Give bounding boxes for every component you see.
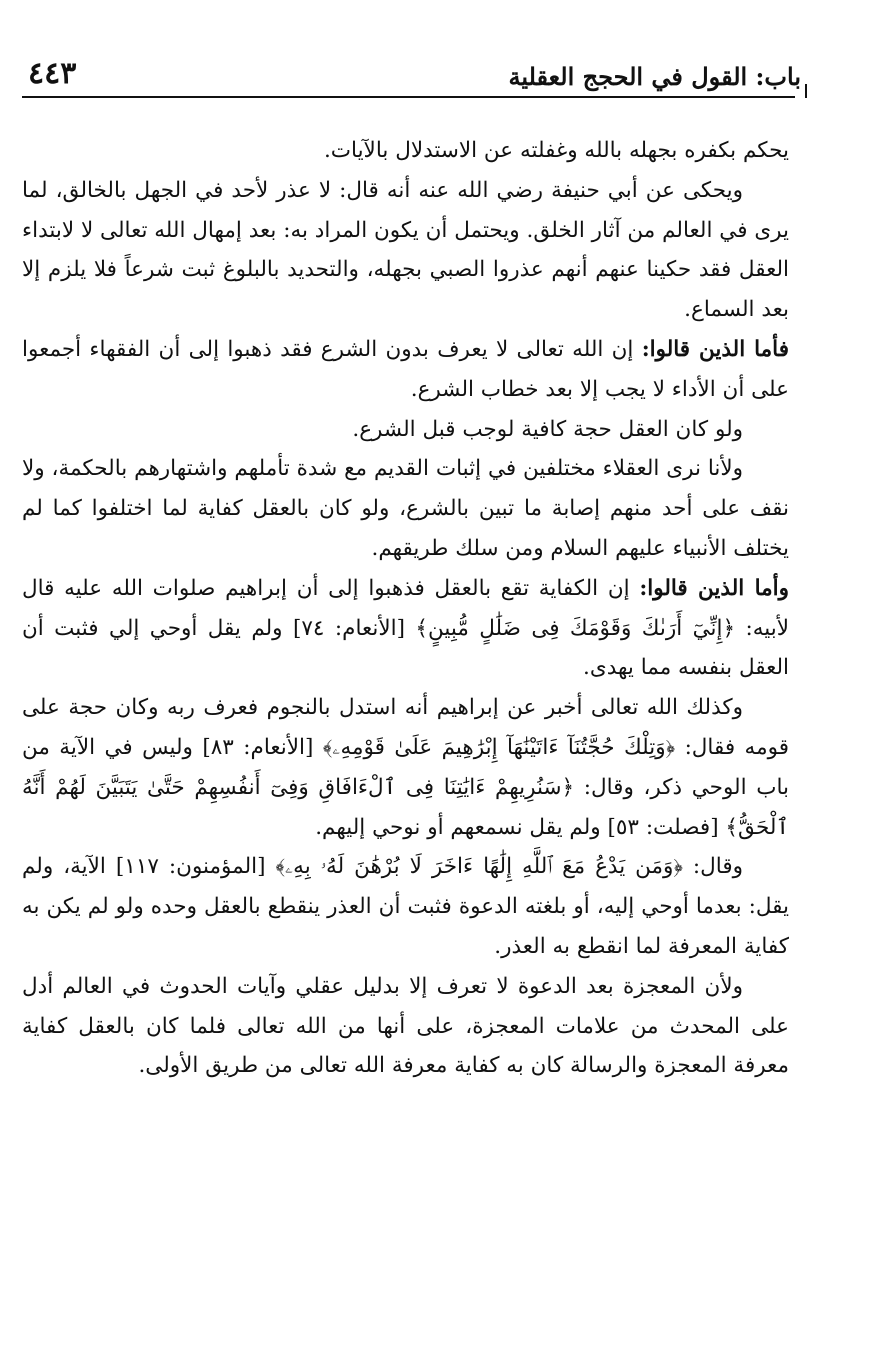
paragraph-text: ويحكى عن أبي حنيفة رضي الله عنه أنه قال: لا عذر لأحد في الجهل بالخالق، لما يرى في العالم من آثار الخلق. ويحتمل أن يكون المراد به: بعد إمهال الله تعالى لا لابتداء العقل فقد حكينا عنهم أنهم عذروا الصبي بجهله، والتحديد بالبلوغ ثبت شرعاً فلا يلزم إلا بعد السماع. bbox=[22, 177, 789, 323]
paragraph-text: ولأنا نرى العقلاء مختلفين في إثبات القديم مع شدة تأملهم واشتهارهم بالحكمة، ولا نقف على أحد منهم إصابة ما تبين بالشرع، ولو كان بالعقل كفاية لما اختلفوا كما لم يختلف الأنبياء عليهم السلام ومن سلك طريقهم. bbox=[22, 456, 789, 561]
paragraph-text: إن الكفاية تقع بالعقل فذهبوا إلى أن إبراهيم صلوات الله عليه قال لأبيه: ﴿إِنِّيٓ أَرَىٰكَ وَقَوْمَكَ فِى ضَلَٰلٍ مُّبِينٍ﴾ [الأنعام: ٧٤] ولم يقل أوحي إلي فثبت أن العقل بنفسه مما يهدى. bbox=[22, 575, 789, 681]
page-number: ٤٤٣ bbox=[28, 56, 77, 91]
page-header bbox=[22, 52, 801, 98]
chapter-title: باب: القول في الحجج العقلية bbox=[508, 62, 801, 91]
paragraph bbox=[22, 847, 789, 966]
paragraph bbox=[22, 131, 789, 171]
paragraph bbox=[22, 330, 789, 410]
paragraph bbox=[22, 171, 789, 330]
paragraph-text: وكذلك الله تعالى أخبر عن إبراهيم أنه استدل بالنجوم فعرف ربه وكان حجة على قومه فقال: ﴿وَتِلْكَ حُجَّتُنَآ ءَاتَيْنَٰهَآ إِبْرَٰهِيمَ عَلَىٰ قَوْمِهِۦ﴾ [الأنعام: ٨٣] وليس في الآية من باب الوحي ذكر، وقال: ﴿سَنُرِيهِمْ ءَايَٰتِنَا فِى ٱلْءَافَاقِ وَفِىٓ أَنفُسِهِمْ حَتَّىٰ يَتَبَيَّنَ لَهُمْ أَنَّهُ ٱلْحَقُّ﴾ [فصلت: ٥٣] ولم يقل نسمعهم أو نوحي إليهم. bbox=[22, 695, 789, 840]
paragraph-text: ولو كان العقل حجة كافية لوجب قبل الشرع. bbox=[352, 416, 743, 442]
paragraph-text: إن الله تعالى لا يعرف بدون الشرع فقد ذهبوا إلى أن الفقهاء أجمعوا على أن الأداء لا يجب إلا بعد خطاب الشرع. bbox=[22, 336, 789, 402]
paragraph-text: ولأن المعجزة بعد الدعوة لا تعرف إلا بدليل عقلي وآيات الحدوث في العالم أدل على المحدث من علامات المعجزة، على أنها من الله تعالى فلما كان بالعقل كفاية معرفة المعجزة والرسالة كان به كفاية معرفة الله تعالى من طريق الأولى. bbox=[22, 973, 789, 1079]
paragraph-text: يحكم بكفره بجهله بالله وغفلته عن الاستدلال بالآيات. bbox=[323, 138, 789, 163]
header-rule-tick bbox=[805, 84, 807, 98]
paragraph bbox=[22, 967, 789, 1086]
page-body bbox=[22, 131, 795, 1086]
paragraph bbox=[22, 569, 789, 688]
book-page bbox=[22, 52, 801, 1086]
paragraph bbox=[22, 688, 789, 847]
paragraph-lead: فأما الذين قالوا: bbox=[641, 336, 790, 362]
paragraph-lead: وأما الذين قالوا: bbox=[639, 575, 789, 601]
paragraph-text: وقال: ﴿وَمَن يَدْعُ مَعَ ٱللَّهِ إِلَٰهًا ءَاخَرَ لَا بُرْهَٰنَ لَهُۥ بِهِۦ﴾ [المؤمنون: ١١٧] الآية، ولم يقل: بعدما أوحي إليه، أو بلغته الدعوة فثبت أن العذر ينقطع بالعقل وحده ولو لم يكن به كفاية المعرفة لما انقطع به العذر. bbox=[22, 854, 789, 959]
paragraph bbox=[22, 410, 789, 450]
paragraph bbox=[22, 449, 789, 568]
